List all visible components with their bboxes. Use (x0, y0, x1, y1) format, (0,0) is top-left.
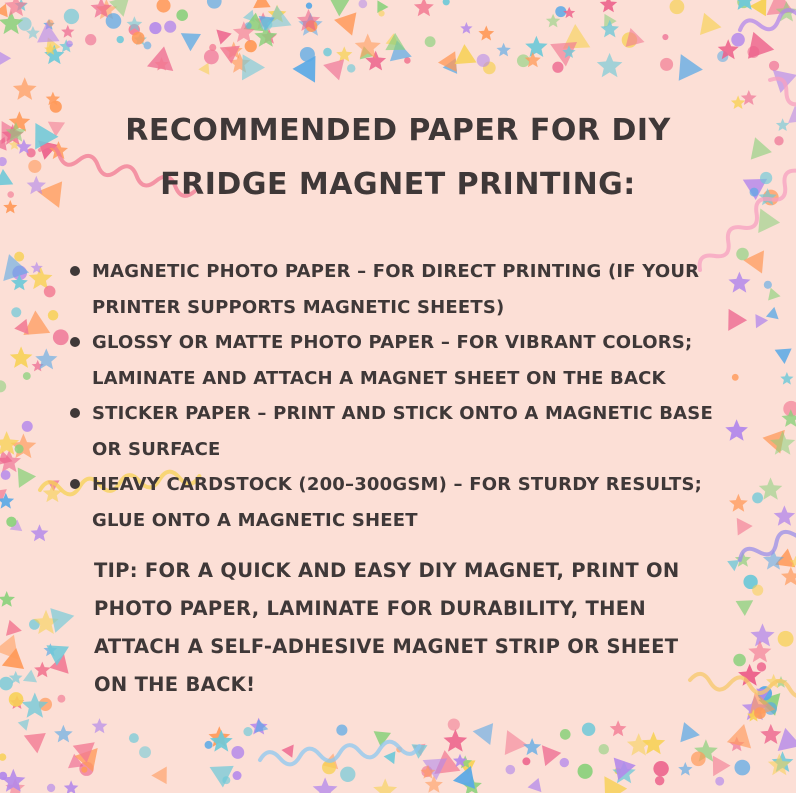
confetti-star-icon (13, 77, 37, 100)
confetti-dot (670, 0, 685, 14)
confetti-star-icon (478, 26, 494, 41)
confetti-triangle (281, 744, 298, 760)
confetti-star-icon (10, 346, 33, 368)
confetti-star-icon (610, 720, 627, 736)
confetti-triangle (528, 776, 546, 793)
confetti-dot (300, 47, 315, 62)
confetti-dot (757, 662, 766, 671)
confetti-star-icon (460, 22, 472, 34)
confetti-triangle (330, 0, 354, 16)
confetti-dot (231, 746, 244, 759)
list-item (70, 254, 740, 325)
confetti-dot (752, 492, 763, 503)
confetti-dot (578, 764, 593, 779)
list-item-text: GLOSSY OR MATTE PHOTO PAPER – FOR VIBRANT COLORS; LAMINATE AND ATTACH A MAGNET SHEET ON THE BACK (92, 332, 693, 389)
confetti-dot (243, 727, 252, 736)
confetti-dot (260, 18, 272, 30)
tip-text: TIP: FOR A QUICK AND EASY DIY MAGNET, PRINT ON PHOTO PAPER, LAMINATE FOR DURABILITY, THEN ATTACH A SELF-ADHESIVE MAGNET STRIP OR SHEET ON THE BACK! (94, 559, 680, 696)
confetti-star-icon (760, 724, 781, 744)
confetti-dot (245, 40, 257, 52)
confetti-star-icon (444, 729, 468, 752)
confetti-dot (378, 10, 384, 16)
confetti-star-icon (781, 567, 796, 586)
confetti-star-icon (64, 780, 79, 793)
confetti-triangle (740, 27, 774, 58)
confetti-star-icon (780, 372, 793, 385)
confetti-star-icon (0, 591, 15, 607)
confetti-dot (222, 776, 230, 784)
confetti-dot (336, 725, 347, 736)
confetti-triangle (0, 630, 26, 659)
confetti-dot (22, 421, 33, 432)
confetti-dot (477, 54, 490, 67)
confetti-dot (129, 733, 139, 743)
confetti-triangle (181, 25, 206, 51)
confetti-dot (660, 58, 673, 71)
confetti-dot (517, 54, 530, 67)
confetti-dot (132, 32, 145, 45)
confetti-dot (598, 744, 609, 755)
confetti-triangle (0, 4, 8, 19)
confetti-dot (522, 757, 530, 765)
confetti-star-icon (774, 505, 795, 525)
confetti-triangle (674, 719, 700, 743)
confetti-dot (734, 760, 750, 776)
bullet-icon (70, 337, 80, 347)
confetti-dot (207, 0, 222, 9)
confetti-star-icon (414, 0, 434, 16)
confetti-dot (715, 777, 724, 786)
confetti-triangle (213, 29, 232, 46)
page-title (0, 104, 796, 212)
confetti-star-icon (313, 777, 338, 793)
list-item-text: STICKER PAPER – PRINT AND STICK ONTO A MAGNETIC BASE OR SURFACE (92, 403, 713, 460)
confetti-star-icon (741, 90, 757, 105)
confetti-star-icon (210, 730, 233, 752)
list-item-text: MAGNETIC PHOTO PAPER – FOR DIRECT PRINTING (IF YOUR PRINTER SUPPORTS MAGNETIC SHEETS) (92, 261, 700, 318)
confetti-dot (66, 40, 73, 47)
confetti-star-icon (336, 46, 352, 61)
confetti-dot (106, 13, 122, 29)
confetti-dot (57, 695, 65, 703)
confetti-star-icon (373, 778, 397, 793)
list-item (70, 467, 740, 538)
confetti-dot (443, 0, 450, 5)
confetti-triangle (473, 716, 502, 745)
confetti-triangle (668, 54, 703, 88)
confetti-dot (425, 36, 436, 47)
confetti-dot (18, 17, 32, 31)
bullet-icon (70, 266, 80, 276)
bullet-icon (70, 408, 80, 418)
confetti-star-icon (61, 25, 74, 38)
confetti-dot (176, 9, 188, 21)
confetti-dot (23, 372, 31, 380)
confetti-triangle (758, 209, 781, 235)
confetti-triangle (250, 719, 269, 738)
confetti-star-icon (600, 0, 618, 12)
confetti-dot (404, 57, 411, 64)
confetti-triangle (0, 45, 11, 67)
confetti-star-icon (601, 20, 620, 38)
confetti-dot (0, 753, 6, 760)
confetti-triangle (693, 9, 721, 35)
confetti-star-icon (642, 732, 666, 754)
confetti-dot (506, 765, 516, 775)
confetti-dot (582, 723, 595, 736)
confetti-dot (653, 761, 668, 776)
confetti-dot (44, 286, 56, 298)
confetti-dot (64, 9, 79, 24)
list-item (70, 396, 740, 467)
title-line-1: RECOMMENDED PAPER FOR DIY (125, 113, 671, 148)
list-item-text: HEAVY CARDSTOCK (200–300GSM) – FOR STURDY RESULTS; GLUE ONTO A MAGNETIC SHEET (92, 474, 703, 531)
confetti-dot (347, 64, 355, 72)
confetti-dot (560, 758, 569, 767)
confetti-triangle (749, 310, 768, 328)
confetti-triangle (495, 730, 528, 762)
confetti-star-icon (34, 662, 51, 678)
confetti-triangle (775, 341, 796, 364)
confetti-dot (733, 654, 746, 667)
confetti-dot (448, 718, 460, 730)
confetti-dot (359, 0, 368, 8)
confetti-star-icon (54, 725, 73, 743)
confetti-dot (778, 631, 794, 647)
confetti-dot (157, 0, 171, 13)
confetti-dot (53, 329, 69, 345)
confetti-dot (731, 33, 745, 47)
confetti-triangle (731, 593, 753, 616)
title-line-2: FRIDGE MAGNET PRINTING: (160, 167, 636, 202)
confetti-star-icon (11, 434, 37, 459)
confetti-dot (117, 36, 124, 43)
confetti-dot (164, 21, 176, 33)
confetti-dot (691, 752, 706, 767)
confetti-dot (655, 776, 664, 785)
confetti-star-icon (678, 762, 692, 776)
confetti-dot (764, 281, 772, 289)
confetti-triangle (16, 717, 29, 731)
confetti-star-icon (497, 43, 511, 57)
confetti-dot (85, 34, 96, 45)
streamer-icon (259, 739, 420, 767)
confetti-dot (233, 771, 242, 780)
confetti-star-icon (92, 718, 108, 733)
confetti-triangle (723, 724, 751, 754)
confetti-triangle (151, 767, 174, 789)
confetti-dot (0, 677, 13, 691)
confetti-triangle (2, 617, 22, 636)
confetti-dot (6, 517, 16, 527)
confetti-dot (81, 767, 87, 773)
confetti-dot (144, 42, 152, 50)
confetti-dot (14, 252, 24, 262)
confetti-dot (340, 767, 355, 782)
confetti-star-icon (525, 36, 547, 57)
confetti-triangle (24, 724, 53, 753)
confetti-star-icon (425, 776, 443, 793)
confetti-dot (769, 61, 779, 71)
confetti-dot (47, 784, 55, 792)
confetti-triangle (23, 669, 38, 682)
confetti-dot (560, 729, 571, 740)
confetti-star-icon (523, 738, 541, 755)
confetti-star-icon (22, 693, 49, 718)
confetti-dot (11, 307, 21, 317)
confetti-dot (48, 310, 59, 321)
confetti-star-icon (768, 753, 791, 775)
confetti-dot (752, 585, 763, 596)
confetti-dot (0, 380, 6, 392)
confetti-dot (754, 707, 766, 719)
bullet-icon (70, 479, 80, 489)
confetti-triangle (713, 755, 731, 776)
confetti-dot (149, 22, 161, 34)
confetti-star-icon (31, 524, 49, 541)
confetti-dot (204, 49, 219, 64)
confetti-star-icon (597, 53, 623, 77)
confetti-dot (323, 48, 332, 57)
confetti-star-icon (750, 623, 774, 646)
list-item (70, 325, 740, 396)
confetti-dot (15, 444, 24, 453)
confetti-dot (662, 34, 668, 40)
confetti-dot (1, 470, 11, 480)
confetti-dot (9, 692, 24, 707)
confetti-dot (306, 3, 312, 9)
paper-list (70, 254, 740, 538)
confetti-dot (552, 62, 563, 73)
confetti-dot (205, 741, 213, 749)
confetti-dot (209, 44, 216, 51)
confetti-dot (139, 746, 151, 758)
